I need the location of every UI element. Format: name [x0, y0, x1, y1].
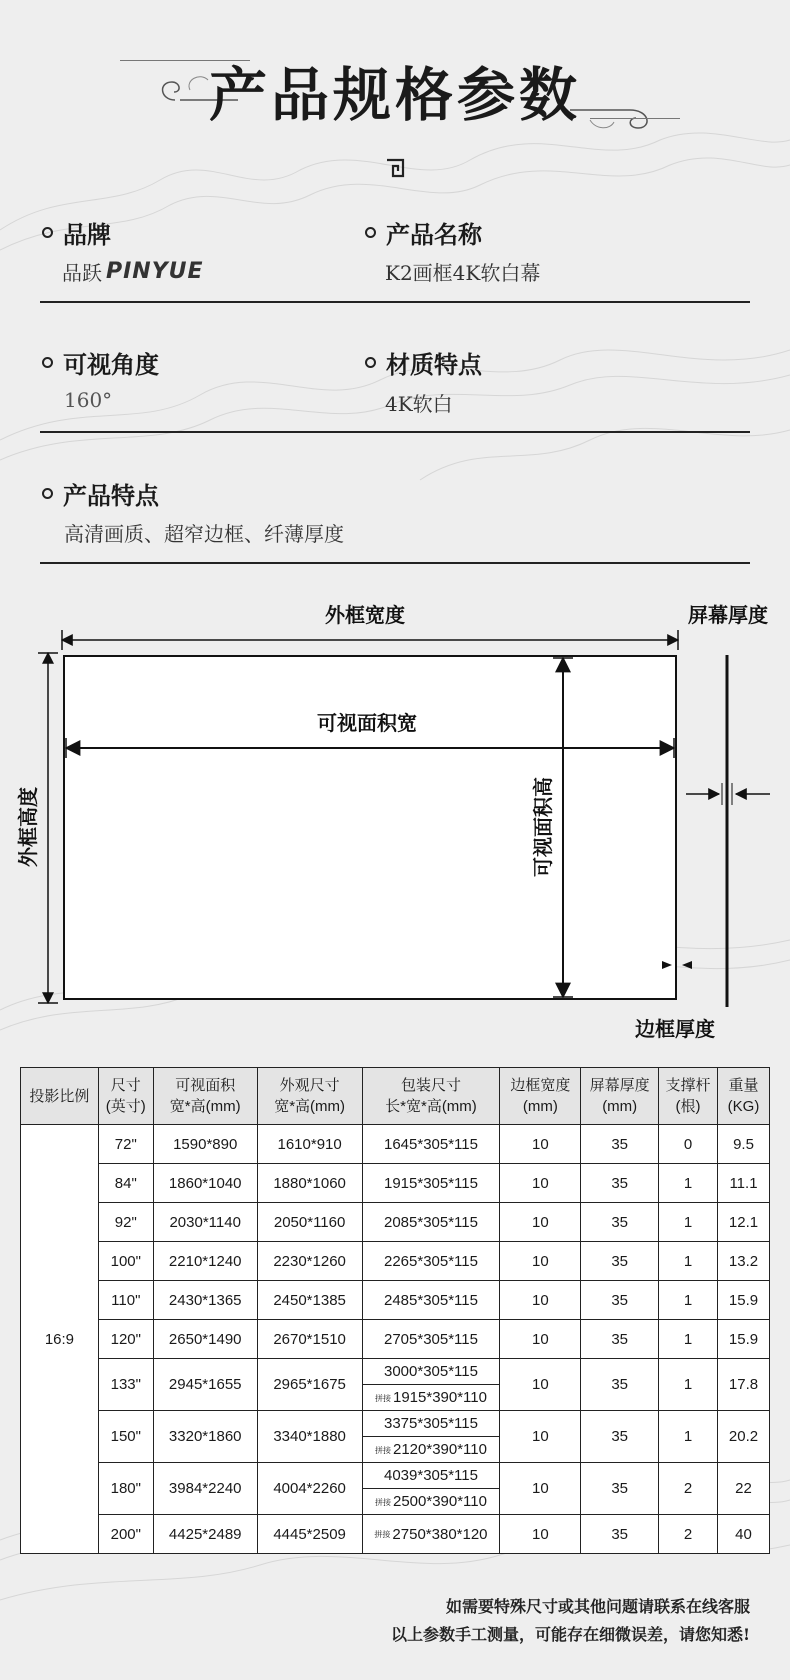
cell-package-value: 1915*305*115	[383, 1174, 478, 1192]
cell-screen: 35	[581, 1203, 659, 1242]
divider	[40, 301, 750, 303]
cell-visible: 2650*1490	[153, 1320, 257, 1359]
cell-weight: 22	[718, 1463, 770, 1515]
spec-table	[20, 1067, 770, 1554]
table-row	[21, 1515, 770, 1554]
label-visible-height: 可视面积高	[531, 777, 555, 877]
brand-name: 品跃	[62, 261, 102, 285]
cell-poles: 1	[659, 1320, 718, 1359]
header-screen-thickness: 屏幕厚度 (mm)	[581, 1068, 659, 1125]
table-row	[21, 1320, 770, 1359]
cell-outer: 1880*1060	[257, 1164, 362, 1203]
cell-outer: 2050*1160	[257, 1203, 362, 1242]
cell-package	[362, 1359, 500, 1385]
table-row	[21, 1411, 770, 1437]
table-row	[21, 1164, 770, 1203]
cell-poles: 1	[659, 1242, 718, 1281]
spec-label-features-text: 产品特点	[63, 481, 159, 510]
cell-frame: 10	[500, 1463, 581, 1515]
cell-weight: 9.5	[718, 1125, 770, 1164]
table-row	[21, 1125, 770, 1164]
dimension-diagram	[0, 595, 790, 1065]
seal-icon	[385, 158, 405, 178]
spec-value-features: 高清画质、超窄边框、纤薄厚度	[64, 522, 344, 546]
cell-package-value: 2705*305*115	[383, 1330, 478, 1348]
cell-frame: 10	[500, 1320, 581, 1359]
header-weight: 重量 (KG)	[718, 1068, 770, 1125]
cell-screen: 35	[581, 1164, 659, 1203]
table-row	[21, 1463, 770, 1489]
cell-outer: 2670*1510	[257, 1320, 362, 1359]
cell-package	[362, 1463, 500, 1489]
cell-weight: 11.1	[718, 1164, 770, 1203]
cell-screen: 35	[581, 1515, 659, 1554]
header-poles: 支撑杆 (根)	[659, 1068, 718, 1125]
cell-outer: 2230*1260	[257, 1242, 362, 1281]
header-size: 尺寸 (英寸)	[98, 1068, 153, 1125]
cell-outer: 1610*910	[257, 1125, 362, 1164]
cell-poles: 1	[659, 1359, 718, 1411]
cell-screen: 35	[581, 1242, 659, 1281]
spec-value-brand	[62, 257, 204, 286]
cell-size: 100"	[98, 1242, 153, 1281]
cell-package-value: 2485*305*115	[383, 1291, 478, 1309]
cell-package	[362, 1242, 500, 1281]
splice-tag: 拼接	[374, 1393, 391, 1403]
label-screen-thickness: 屏幕厚度	[688, 603, 768, 627]
table-row	[21, 1281, 770, 1320]
splice-tag: 拼接	[374, 1497, 391, 1507]
cell-visible: 3984*2240	[153, 1463, 257, 1515]
cell-package	[362, 1320, 500, 1359]
cell-poles: 1	[659, 1411, 718, 1463]
cell-frame: 10	[500, 1281, 581, 1320]
bullet-icon	[365, 227, 376, 238]
cell-weight: 20.2	[718, 1411, 770, 1463]
spec-value-name: K2画框4K软白幕	[385, 261, 541, 285]
cell-frame: 10	[500, 1203, 581, 1242]
cell-package-value: 3375*305*115	[383, 1415, 478, 1432]
bullet-icon	[42, 227, 53, 238]
cell-size: 133"	[98, 1359, 153, 1411]
cell-poles: 1	[659, 1203, 718, 1242]
cell-visible: 2945*1655	[153, 1359, 257, 1411]
cell-frame: 10	[500, 1242, 581, 1281]
cell-size: 72"	[98, 1125, 153, 1164]
cell-package	[362, 1164, 500, 1203]
label-frame-thickness: 边框厚度	[635, 1017, 715, 1041]
table-row	[21, 1242, 770, 1281]
cell-package	[362, 1489, 500, 1515]
screen-frame	[64, 656, 676, 999]
cell-package	[362, 1281, 500, 1320]
cell-screen: 35	[581, 1463, 659, 1515]
header-package-size: 包装尺寸 长*宽*高(mm)	[362, 1068, 500, 1125]
spec-label-brand-text: 品牌	[63, 220, 111, 249]
cell-weight: 15.9	[718, 1281, 770, 1320]
cell-size: 180"	[98, 1463, 153, 1515]
brand-logo: PINYUE	[106, 259, 204, 284]
label-outer-width: 外框宽度	[325, 603, 405, 627]
splice-tag: 拼接	[374, 1530, 391, 1540]
cell-frame: 10	[500, 1515, 581, 1554]
cell-poles: 1	[659, 1164, 718, 1203]
cell-visible: 2030*1140	[153, 1203, 257, 1242]
cell-frame: 10	[500, 1125, 581, 1164]
cell-package-value: 1915*390*110	[392, 1389, 487, 1406]
cell-screen: 35	[581, 1359, 659, 1411]
cell-package-value: 2265*305*115	[383, 1252, 478, 1270]
footer-note-2: 以上参数手工测量，可能存在细微误差，请您知悉!	[390, 1625, 750, 1644]
cell-weight: 17.8	[718, 1359, 770, 1411]
cell-size: 92"	[98, 1203, 153, 1242]
cell-frame: 10	[500, 1411, 581, 1463]
cell-package	[362, 1203, 500, 1242]
cell-outer: 2965*1675	[257, 1359, 362, 1411]
cell-screen: 35	[581, 1320, 659, 1359]
spec-label-angle	[42, 345, 159, 380]
label-outer-height: 外框高度	[16, 787, 40, 867]
cell-visible: 4425*2489	[153, 1515, 257, 1554]
header-outer-size: 外观尺寸 宽*高(mm)	[257, 1068, 362, 1125]
cell-size: 150"	[98, 1411, 153, 1463]
divider	[40, 562, 750, 564]
spec-label-material	[365, 345, 482, 380]
cell-package	[362, 1515, 500, 1554]
spec-value-material: 4K软白	[385, 392, 453, 416]
header-ratio: 投影比例	[21, 1068, 99, 1125]
cell-size: 110"	[98, 1281, 153, 1320]
footer-note-1: 如需要特殊尺寸或其他问题请联系在线客服	[445, 1597, 750, 1616]
cell-poles: 2	[659, 1515, 718, 1554]
cell-package	[362, 1437, 500, 1463]
cell-weight: 40	[718, 1515, 770, 1554]
table-row	[21, 1359, 770, 1385]
cell-package	[362, 1125, 500, 1164]
cell-weight: 12.1	[718, 1203, 770, 1242]
cell-screen: 35	[581, 1125, 659, 1164]
cell-package	[362, 1385, 500, 1411]
cell-screen: 35	[581, 1281, 659, 1320]
cell-visible: 3320*1860	[153, 1411, 257, 1463]
cell-poles: 1	[659, 1281, 718, 1320]
spec-label-name	[365, 215, 482, 250]
cell-outer: 3340*1880	[257, 1411, 362, 1463]
cell-frame: 10	[500, 1164, 581, 1203]
header-visible-area: 可视面积 宽*高(mm)	[153, 1068, 257, 1125]
cell-size: 84"	[98, 1164, 153, 1203]
bullet-icon	[365, 357, 376, 368]
table-header-row	[21, 1068, 770, 1125]
cell-package-value: 4039*305*115	[383, 1467, 478, 1484]
label-visible-width: 可视面积宽	[317, 711, 417, 735]
cell-package-value: 2750*380*120	[392, 1525, 488, 1543]
spec-label-material-text: 材质特点	[386, 350, 482, 379]
spec-label-features	[42, 476, 159, 511]
page-title: 产品规格参数	[208, 61, 581, 129]
cell-frame: 10	[500, 1359, 581, 1411]
cell-package-value: 1645*305*115	[383, 1135, 478, 1153]
cell-visible: 2210*1240	[153, 1242, 257, 1281]
cell-package-value: 2500*390*110	[392, 1493, 487, 1510]
cell-size: 120"	[98, 1320, 153, 1359]
cell-package-value: 2120*390*110	[392, 1441, 487, 1458]
spec-label-brand	[42, 215, 111, 250]
cell-visible: 2430*1365	[153, 1281, 257, 1320]
cell-weight: 13.2	[718, 1242, 770, 1281]
table-row	[21, 1203, 770, 1242]
cell-poles: 2	[659, 1463, 718, 1515]
title-decor-line-right	[590, 118, 680, 119]
cell-package-value: 3000*305*115	[383, 1363, 478, 1380]
bullet-icon	[42, 488, 53, 499]
cell-ratio: 16:9	[21, 1125, 99, 1554]
cell-weight: 15.9	[718, 1320, 770, 1359]
splice-tag: 拼接	[374, 1445, 391, 1455]
cell-outer: 4004*2260	[257, 1463, 362, 1515]
cell-package-value: 2085*305*115	[383, 1213, 478, 1231]
divider	[40, 431, 750, 433]
cell-poles: 0	[659, 1125, 718, 1164]
cell-outer: 4445*2509	[257, 1515, 362, 1554]
spec-label-angle-text: 可视角度	[63, 350, 159, 379]
cell-visible: 1860*1040	[153, 1164, 257, 1203]
cell-package	[362, 1411, 500, 1437]
bullet-icon	[42, 357, 53, 368]
cell-size: 200"	[98, 1515, 153, 1554]
cell-screen: 35	[581, 1411, 659, 1463]
spec-value-angle: 160°	[64, 388, 113, 412]
spec-label-name-text: 产品名称	[386, 220, 482, 249]
header-frame-width: 边框宽度 (mm)	[500, 1068, 581, 1125]
cell-outer: 2450*1385	[257, 1281, 362, 1320]
cell-visible: 1590*890	[153, 1125, 257, 1164]
